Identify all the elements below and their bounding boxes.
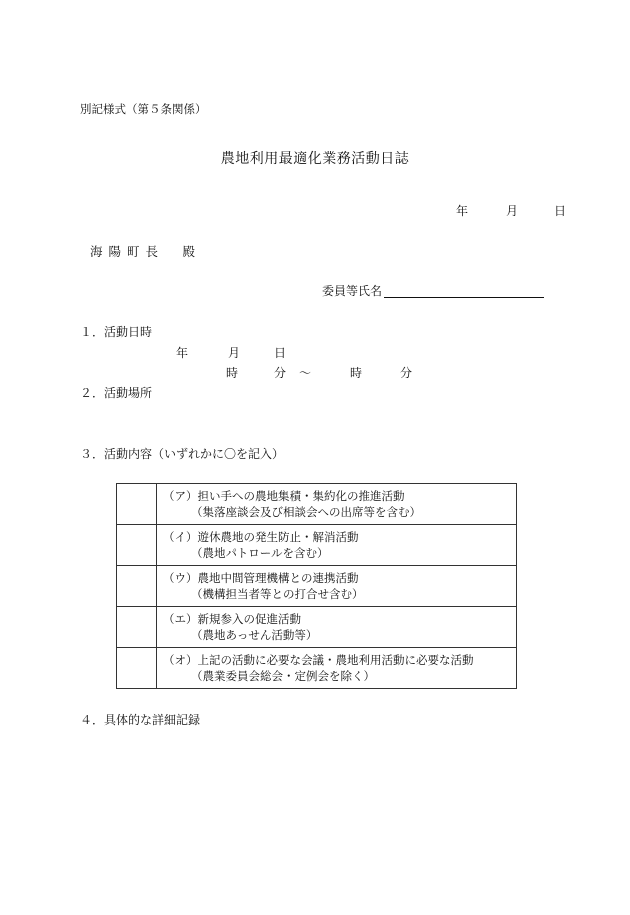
activity-check-cell[interactable] xyxy=(117,525,157,566)
activity-item-note: （農業委員会総会・定例会を除く） xyxy=(191,669,375,683)
activity-item-title: （イ）遊休農地の発生防止・解消活動 xyxy=(163,530,359,544)
activity-date-month-label: 月 xyxy=(228,346,241,360)
activity-item-cell xyxy=(157,566,517,607)
form-note: 別記様式（第５条関係） xyxy=(80,102,207,116)
activity-check-cell[interactable] xyxy=(117,648,157,689)
activity-item-note: （農地あっせん活動等） xyxy=(191,628,318,642)
section3-heading: ３．活動内容（いずれかに〇を記入） xyxy=(80,447,285,461)
table-row xyxy=(117,648,517,689)
activity-date-year-label: 年 xyxy=(176,346,189,360)
date-day-label: 日 xyxy=(554,204,567,218)
activity-item-note: （農地パトロールを含む） xyxy=(191,546,329,560)
date-year-label: 年 xyxy=(456,204,469,218)
section2-heading: ２．活動場所 xyxy=(80,386,153,400)
activity-start-hour-label: 時 xyxy=(226,366,239,380)
activity-check-cell[interactable] xyxy=(117,566,157,607)
activity-end-hour-label: 時 xyxy=(350,366,363,380)
activity-table xyxy=(116,483,517,689)
activity-start-minute-label: 分 xyxy=(274,366,287,380)
activity-item-cell xyxy=(157,525,517,566)
activity-item-title: （エ）新規参入の促進活動 xyxy=(163,612,301,626)
activity-item-cell xyxy=(157,648,517,689)
time-range-tilde: ～ xyxy=(299,366,312,380)
table-row xyxy=(117,566,517,607)
section1-heading: １．活動日時 xyxy=(80,325,153,339)
activity-item-cell xyxy=(157,484,517,525)
activity-item-cell xyxy=(157,607,517,648)
activity-item-title: （オ）上記の活動に必要な会議・農地利用活動に必要な活動 xyxy=(163,653,474,667)
page-title: 農地利用最適化業務活動日誌 xyxy=(220,151,410,167)
activity-item-title: （ウ）農地中間管理機構との連携活動 xyxy=(163,571,359,585)
activity-date-day-label: 日 xyxy=(274,346,287,360)
activity-check-cell[interactable] xyxy=(117,607,157,648)
activity-item-title: （ア）担い手への農地集積・集約化の推進活動 xyxy=(163,489,405,503)
date-month-label: 月 xyxy=(506,204,519,218)
activity-end-minute-label: 分 xyxy=(400,366,413,380)
activity-item-note: （集落座談会及び相談会への出席等を含む） xyxy=(191,505,421,519)
addressee: 海陽町長 殿 xyxy=(90,244,202,259)
table-row xyxy=(117,607,517,648)
member-name-label: 委員等氏名 xyxy=(322,284,383,298)
section4-heading: ４．具体的な詳細記録 xyxy=(80,713,201,727)
activity-item-note: （機構担当者等との打合せ含む） xyxy=(191,587,364,601)
member-name-line xyxy=(384,297,544,298)
table-row xyxy=(117,484,517,525)
activity-check-cell[interactable] xyxy=(117,484,157,525)
table-row xyxy=(117,525,517,566)
